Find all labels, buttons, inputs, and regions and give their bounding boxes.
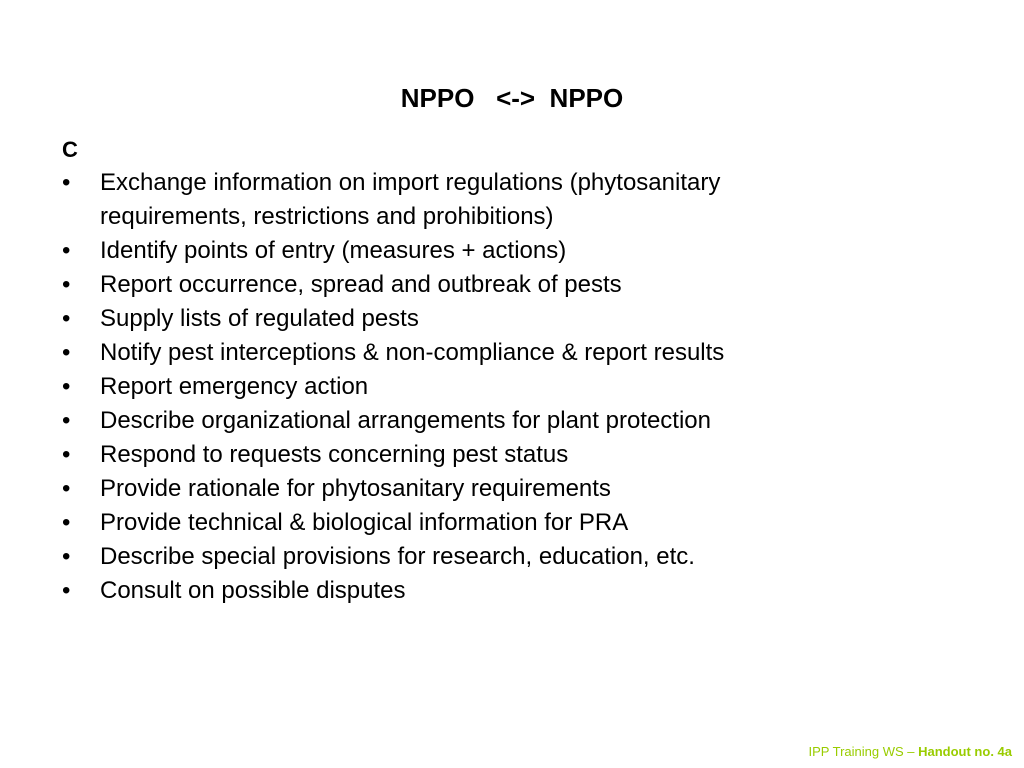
bullet-dot: •	[62, 407, 71, 434]
bullet-text: Identify points of entry (measures + actions)	[100, 237, 567, 264]
bullet-dot: •	[62, 475, 71, 502]
list-item	[62, 302, 982, 336]
bullet-dot: •	[62, 271, 71, 298]
list-item	[62, 234, 982, 268]
list-item	[62, 336, 982, 370]
bullet-text: Describe organizational arrangements for plant protection	[100, 407, 712, 434]
bullet-list	[62, 166, 982, 608]
bullet-dot: •	[62, 441, 71, 468]
list-item	[62, 166, 982, 234]
bullet-text: Respond to requests concerning pest status	[100, 441, 569, 468]
bullet-text: Provide rationale for phytosanitary requirements	[100, 475, 611, 502]
list-item	[62, 506, 982, 540]
footer-prefix: IPP Training WS –	[808, 744, 919, 759]
bullet-dot: •	[62, 509, 71, 536]
bullet-text: Describe special provisions for research, education, etc.	[100, 543, 695, 570]
bullet-text: Exchange information on import regulations (phytosanitary requirements, restrictions and prohibitions)	[100, 169, 721, 230]
list-item	[62, 438, 982, 472]
bullet-dot: •	[62, 339, 71, 366]
list-item	[62, 540, 982, 574]
bullet-text: Report occurrence, spread and outbreak of pests	[100, 271, 622, 298]
bullet-dot: •	[62, 373, 71, 400]
bullet-text: Notify pest interceptions & non-compliance & report results	[100, 339, 725, 366]
bullet-dot: •	[62, 305, 71, 332]
bullet-text: Consult on possible disputes	[100, 577, 406, 604]
bullet-text: Provide technical & biological information for PRA	[100, 509, 629, 536]
footer-handout: Handout no. 4a	[918, 744, 1012, 759]
list-item	[62, 370, 982, 404]
bullet-text: Supply lists of regulated pests	[100, 305, 419, 332]
list-item	[62, 472, 982, 506]
slide-title: NPPO <-> NPPO	[400, 83, 624, 113]
list-item	[62, 268, 982, 302]
bullet-dot: •	[62, 577, 71, 604]
list-item	[62, 404, 982, 438]
bullet-dot: •	[62, 169, 71, 196]
section-label: C	[62, 137, 78, 162]
bullet-dot: •	[62, 237, 71, 264]
list-item	[62, 574, 982, 608]
bullet-text: Report emergency action	[100, 373, 369, 400]
footer	[809, 744, 1012, 760]
bullet-dot: •	[62, 543, 71, 570]
